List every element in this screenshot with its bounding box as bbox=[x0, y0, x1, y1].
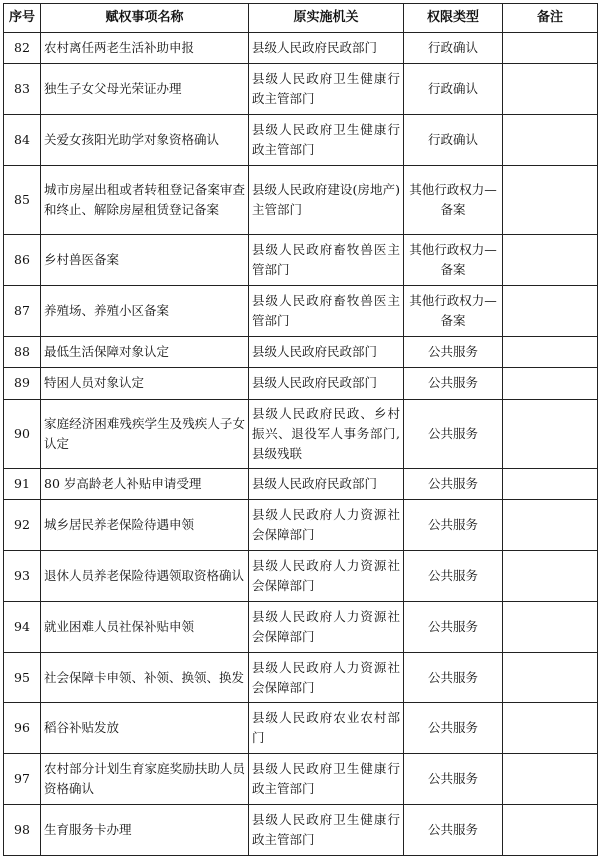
row-type: 公共服务 bbox=[404, 500, 503, 551]
row-item: 城乡居民养老保险待遇申领 bbox=[41, 500, 249, 551]
row-seq: 85 bbox=[4, 166, 41, 235]
row-note bbox=[503, 64, 598, 115]
row-org: 县级人民政府人力资源社会保障部门 bbox=[249, 500, 404, 551]
table-row bbox=[4, 652, 598, 703]
row-note bbox=[503, 115, 598, 166]
row-item: 特困人员对象认定 bbox=[41, 368, 249, 399]
table-row bbox=[4, 64, 598, 115]
row-item: 社会保障卡申领、补领、换领、换发 bbox=[41, 652, 249, 703]
row-note bbox=[503, 500, 598, 551]
row-type: 公共服务 bbox=[404, 468, 503, 499]
table-row bbox=[4, 399, 598, 468]
header-org: 原实施机关 bbox=[249, 4, 404, 33]
row-note bbox=[503, 703, 598, 754]
row-note bbox=[503, 805, 598, 856]
row-seq: 90 bbox=[4, 399, 41, 468]
header-item: 赋权事项名称 bbox=[41, 4, 249, 33]
table-row bbox=[4, 805, 598, 856]
row-type: 其他行政权力—备案 bbox=[404, 166, 503, 235]
row-item: 最低生活保障对象认定 bbox=[41, 336, 249, 367]
row-seq: 87 bbox=[4, 285, 41, 336]
row-org: 县级人民政府卫生健康行政主管部门 bbox=[249, 115, 404, 166]
row-note bbox=[503, 601, 598, 652]
table-row bbox=[4, 703, 598, 754]
row-note bbox=[503, 235, 598, 286]
row-note bbox=[503, 33, 598, 64]
row-org: 县级人民政府畜牧兽医主管部门 bbox=[249, 235, 404, 286]
row-item: 80 岁高龄老人补贴申请受理 bbox=[41, 468, 249, 499]
row-org: 县级人民政府卫生健康行政主管部门 bbox=[249, 754, 404, 805]
row-org: 县级人民政府人力资源社会保障部门 bbox=[249, 652, 404, 703]
row-item: 乡村兽医备案 bbox=[41, 235, 249, 286]
row-note bbox=[503, 166, 598, 235]
row-seq: 93 bbox=[4, 551, 41, 602]
row-note bbox=[503, 551, 598, 602]
row-org: 县级人民政府人力资源社会保障部门 bbox=[249, 601, 404, 652]
row-seq: 82 bbox=[4, 33, 41, 64]
row-seq: 84 bbox=[4, 115, 41, 166]
row-type: 行政确认 bbox=[404, 33, 503, 64]
authority-table bbox=[3, 3, 598, 856]
row-type: 公共服务 bbox=[404, 805, 503, 856]
row-item: 稻谷补贴发放 bbox=[41, 703, 249, 754]
row-item: 城市房屋出租或者转租登记备案审查和终止、解除房屋租赁登记备案 bbox=[41, 166, 249, 235]
table-row bbox=[4, 115, 598, 166]
table-row bbox=[4, 368, 598, 399]
row-type: 公共服务 bbox=[404, 551, 503, 602]
row-type: 其他行政权力—备案 bbox=[404, 285, 503, 336]
row-type: 公共服务 bbox=[404, 703, 503, 754]
row-item: 退休人员养老保险待遇领取资格确认 bbox=[41, 551, 249, 602]
table-row bbox=[4, 166, 598, 235]
row-seq: 89 bbox=[4, 368, 41, 399]
row-org: 县级人民政府人力资源社会保障部门 bbox=[249, 551, 404, 602]
table-row bbox=[4, 601, 598, 652]
row-item: 就业困难人员社保补贴申领 bbox=[41, 601, 249, 652]
table-row bbox=[4, 551, 598, 602]
row-org: 县级人民政府卫生健康行政主管部门 bbox=[249, 64, 404, 115]
row-type: 公共服务 bbox=[404, 336, 503, 367]
header-seq: 序号 bbox=[4, 4, 41, 33]
row-note bbox=[503, 285, 598, 336]
row-note bbox=[503, 652, 598, 703]
row-seq: 86 bbox=[4, 235, 41, 286]
row-item: 养殖场、养殖小区备案 bbox=[41, 285, 249, 336]
row-org: 县级人民政府卫生健康行政主管部门 bbox=[249, 805, 404, 856]
row-note bbox=[503, 336, 598, 367]
row-item: 关爱女孩阳光助学对象资格确认 bbox=[41, 115, 249, 166]
row-seq: 97 bbox=[4, 754, 41, 805]
row-item: 农村离任两老生活补助申报 bbox=[41, 33, 249, 64]
table-row bbox=[4, 33, 598, 64]
row-seq: 95 bbox=[4, 652, 41, 703]
table-row bbox=[4, 754, 598, 805]
row-type: 公共服务 bbox=[404, 652, 503, 703]
table-row bbox=[4, 285, 598, 336]
table-row bbox=[4, 235, 598, 286]
row-org: 县级人民政府农业农村部门 bbox=[249, 703, 404, 754]
row-note bbox=[503, 399, 598, 468]
row-seq: 92 bbox=[4, 500, 41, 551]
row-type: 其他行政权力—备案 bbox=[404, 235, 503, 286]
row-type: 公共服务 bbox=[404, 399, 503, 468]
row-seq: 94 bbox=[4, 601, 41, 652]
row-org: 县级人民政府民政、乡村振兴、退役军人事务部门,县级残联 bbox=[249, 399, 404, 468]
row-type: 公共服务 bbox=[404, 368, 503, 399]
table-row bbox=[4, 468, 598, 499]
row-type: 公共服务 bbox=[404, 754, 503, 805]
row-org: 县级人民政府民政部门 bbox=[249, 336, 404, 367]
row-item: 生育服务卡办理 bbox=[41, 805, 249, 856]
row-org: 县级人民政府民政部门 bbox=[249, 468, 404, 499]
row-org: 县级人民政府民政部门 bbox=[249, 368, 404, 399]
table-header-row bbox=[4, 4, 598, 33]
table-row bbox=[4, 500, 598, 551]
row-seq: 96 bbox=[4, 703, 41, 754]
row-type: 行政确认 bbox=[404, 115, 503, 166]
header-note: 备注 bbox=[503, 4, 598, 33]
row-note bbox=[503, 368, 598, 399]
row-org: 县级人民政府民政部门 bbox=[249, 33, 404, 64]
row-item: 独生子女父母光荣证办理 bbox=[41, 64, 249, 115]
row-type: 行政确认 bbox=[404, 64, 503, 115]
row-seq: 83 bbox=[4, 64, 41, 115]
row-seq: 91 bbox=[4, 468, 41, 499]
row-item: 家庭经济困难残疾学生及残疾人子女认定 bbox=[41, 399, 249, 468]
table-row bbox=[4, 336, 598, 367]
row-type: 公共服务 bbox=[404, 601, 503, 652]
row-org: 县级人民政府建设(房地产)主管部门 bbox=[249, 166, 404, 235]
row-note bbox=[503, 754, 598, 805]
row-item: 农村部分计划生育家庭奖励扶助人员资格确认 bbox=[41, 754, 249, 805]
header-type: 权限类型 bbox=[404, 4, 503, 33]
row-seq: 88 bbox=[4, 336, 41, 367]
row-org: 县级人民政府畜牧兽医主管部门 bbox=[249, 285, 404, 336]
row-note bbox=[503, 468, 598, 499]
row-seq: 98 bbox=[4, 805, 41, 856]
